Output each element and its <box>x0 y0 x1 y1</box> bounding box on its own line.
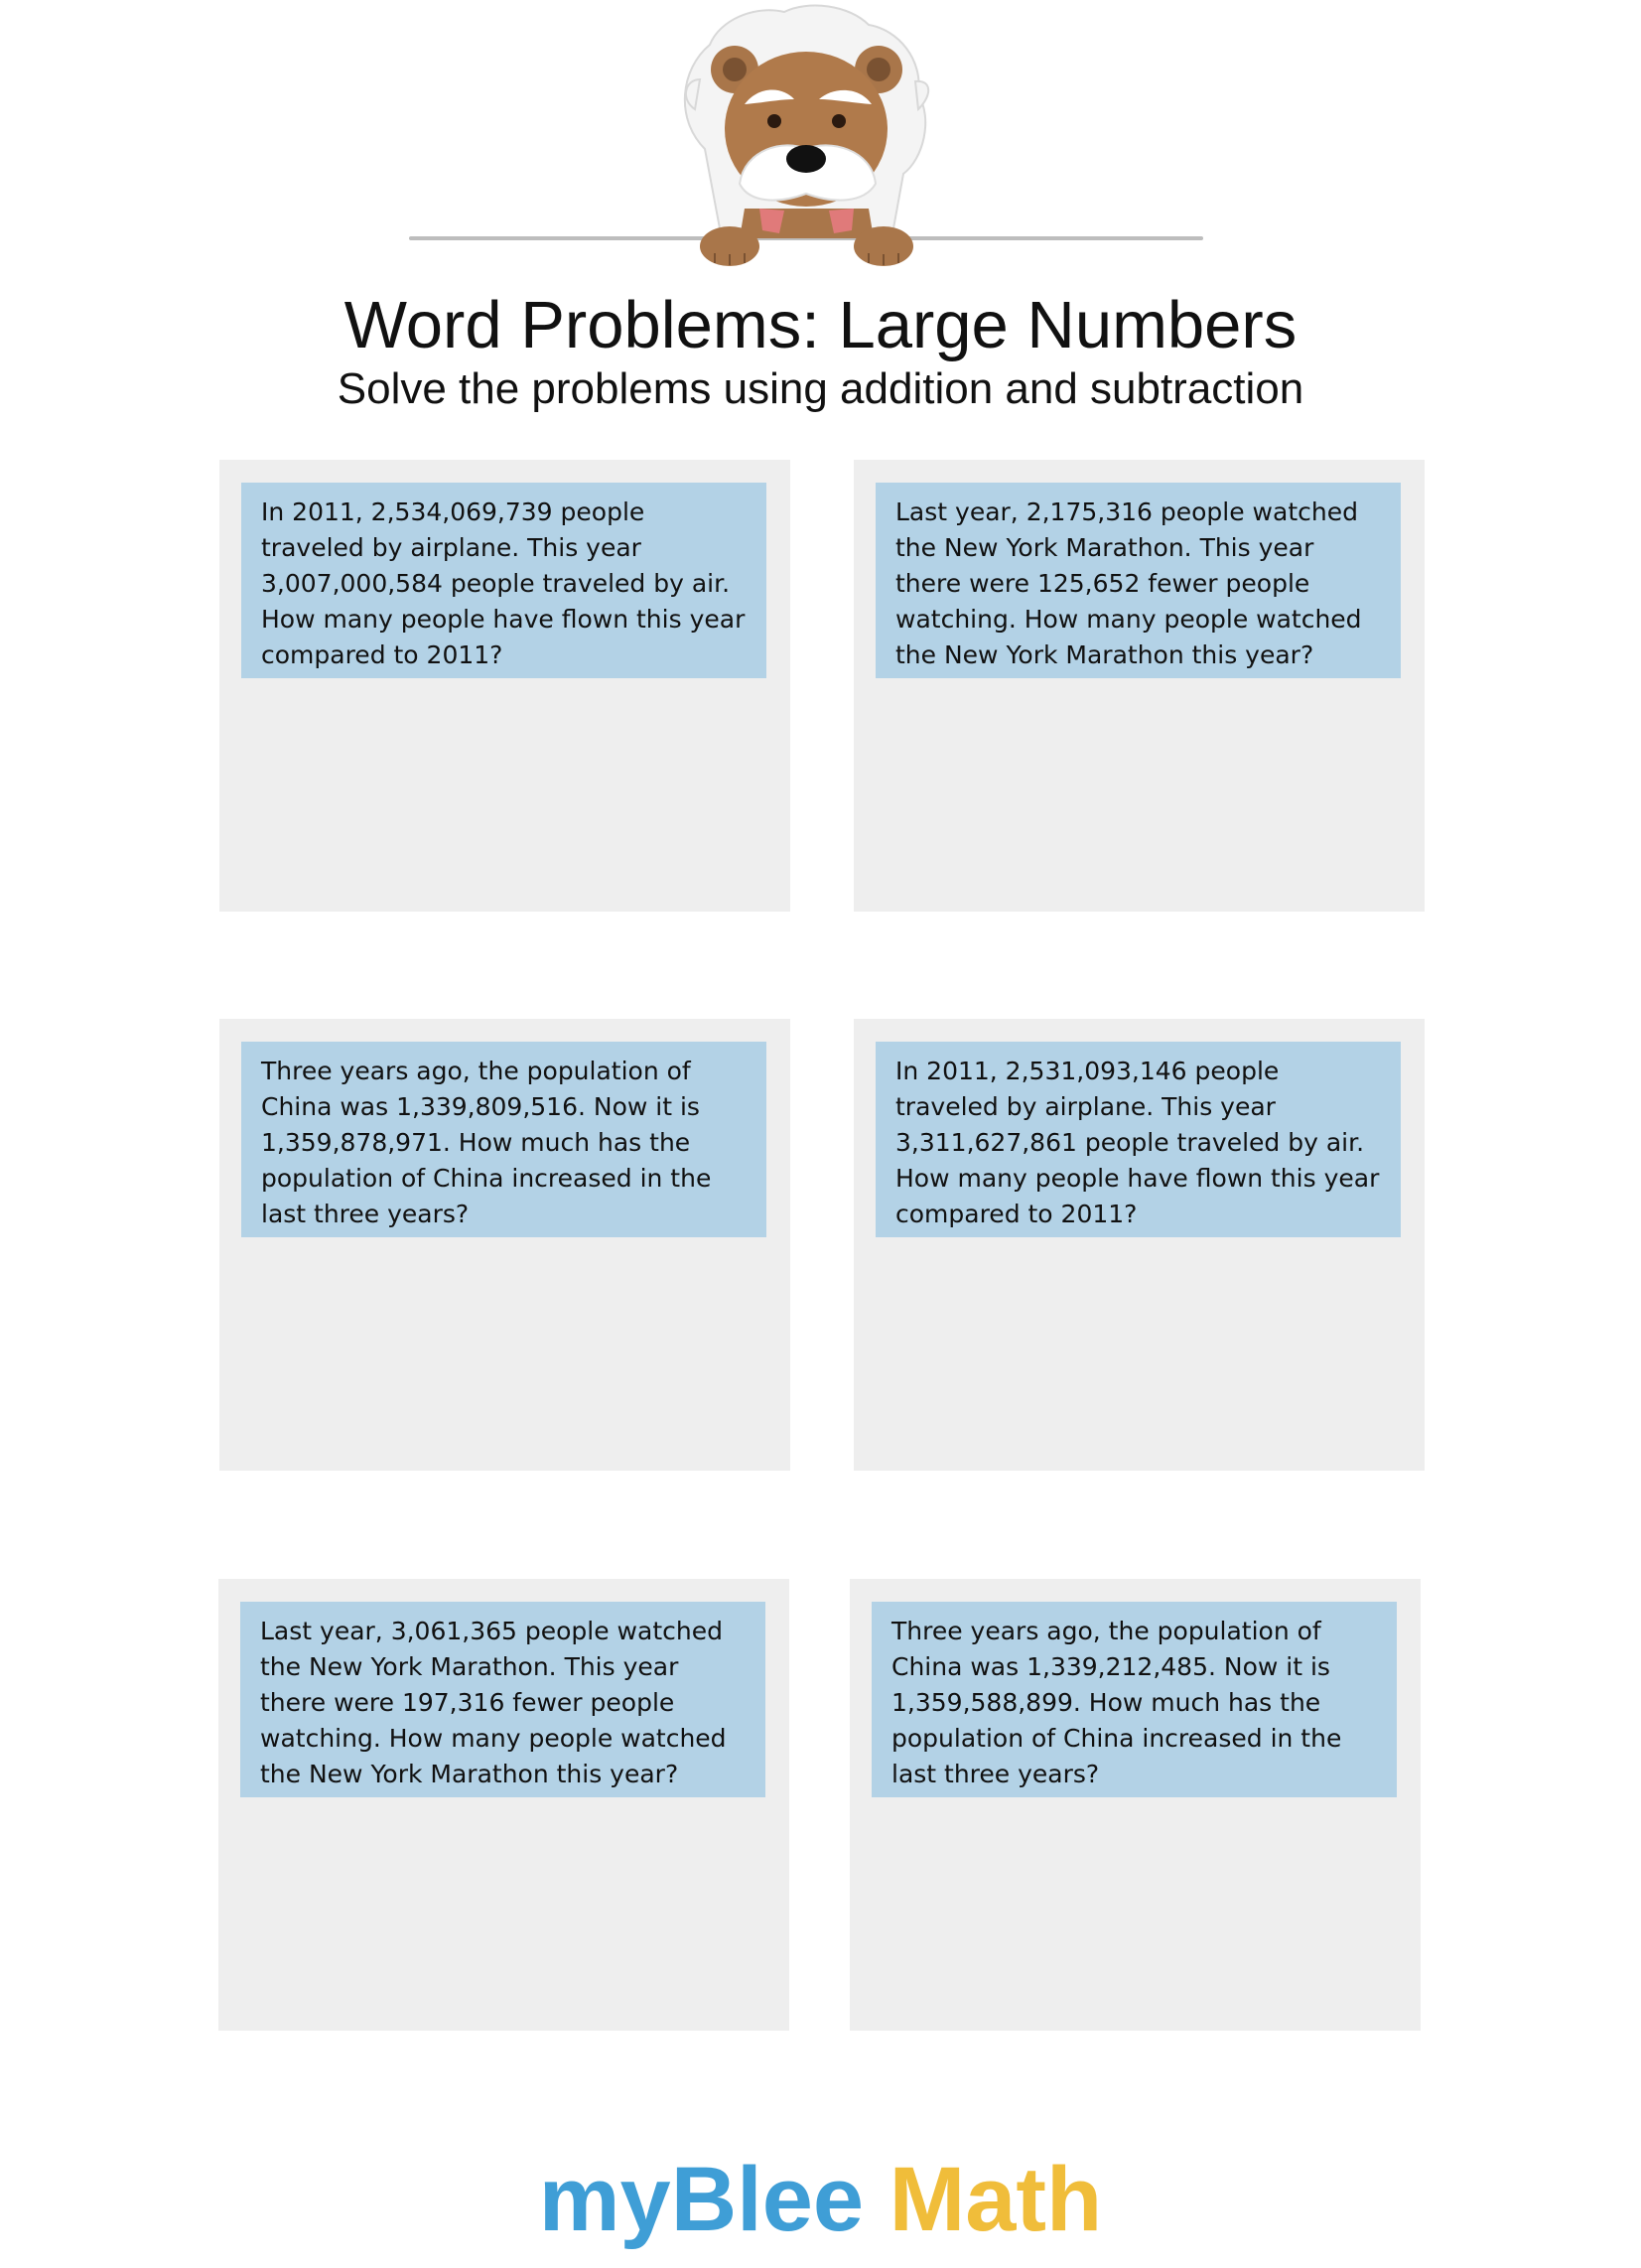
problem-text: In 2011, 2,534,069,739 people traveled by airplane. This year 3,007,000,584 people traveled by air. How many people have flown this year compared to 2011? <box>241 483 766 678</box>
problem-card-3[interactable] <box>219 1019 790 1471</box>
bear-mascot-icon <box>635 0 973 273</box>
problem-card-4[interactable] <box>854 1019 1425 1471</box>
worksheet-title: Word Problems: Large Numbers <box>343 288 1298 362</box>
logo-part-math: Math <box>889 2149 1103 2250</box>
problem-card-5[interactable] <box>218 1579 789 2031</box>
problem-text: Three years ago, the population of China was 1,339,809,516. Now it is 1,359,878,971. How much has the population of China increased in the last three years? <box>241 1042 766 1237</box>
problem-text: In 2011, 2,531,093,146 people traveled by airplane. This year 3,311,627,861 people traveled by air. How many people have flown this year compared to 2011? <box>876 1042 1401 1237</box>
problem-text: Last year, 3,061,365 people watched the New York Marathon. This year there were 197,316 fewer people watching. How many people watched the New York Marathon this year? <box>240 1602 765 1797</box>
problem-text: Three years ago, the population of China was 1,339,212,485. Now it is 1,359,588,899. How much has the population of China increased in the last three years? <box>872 1602 1397 1797</box>
problem-card-6[interactable] <box>850 1579 1421 2031</box>
myblee-math-logo <box>0 2145 1641 2254</box>
problem-card-1[interactable] <box>219 460 790 912</box>
worksheet-subtitle: Solve the problems using addition and subtraction <box>337 364 1304 413</box>
problem-card-2[interactable] <box>854 460 1425 912</box>
logo-part-myblee: myBlee <box>538 2149 865 2250</box>
problem-text: Last year, 2,175,316 people watched the New York Marathon. This year there were 125,652 fewer people watching. How many people watched the New York Marathon this year? <box>876 483 1401 678</box>
